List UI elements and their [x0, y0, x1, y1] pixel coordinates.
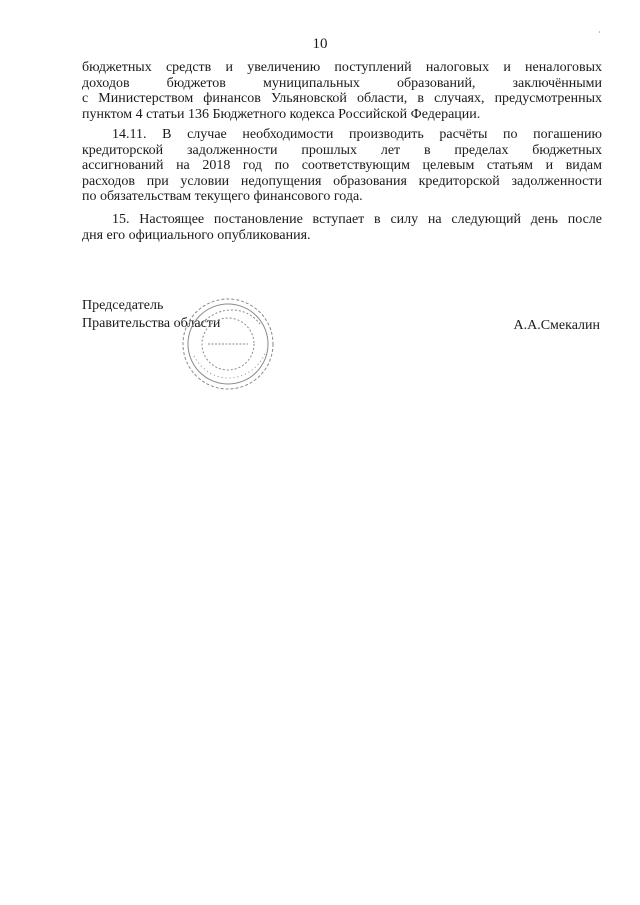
- text-line: 14.11. В случае необходимости производить расчёты по погашению: [112, 127, 602, 142]
- text-line: дня его официального опубликования.: [82, 227, 311, 243]
- paragraph-14-11: [82, 127, 602, 205]
- signature-name: А.А.Смекалин: [513, 318, 600, 333]
- signature-title-line2: Правительства области: [82, 316, 221, 331]
- corner-mark: ·: [598, 28, 601, 37]
- paragraph-15: [82, 212, 602, 243]
- text-line: расходов при условии недопущения образования кредиторской задолженности: [82, 173, 602, 189]
- signature-title-line1: Председатель: [82, 298, 164, 313]
- text-line: по обязательствам текущего финансового года.: [82, 189, 363, 205]
- text-line: кредиторской задолженности прошлых лет в пределах бюджетных: [82, 142, 602, 158]
- text-line: с Министерством финансов Ульяновской области, в случаях, предусмотренных: [82, 91, 602, 107]
- round-seal-stamp-icon: [180, 296, 276, 392]
- text-line: пунктом 4 статьи 136 Бюджетного кодекса Российской Федерации.: [82, 106, 481, 122]
- text-line: бюджетных средств и увеличению поступлений налоговых и неналоговых: [82, 60, 602, 75]
- paragraph-continuation: [82, 60, 602, 122]
- text-line: ассигнований на 2018 год по соответствующим целевым статьям и видам: [82, 158, 602, 174]
- text-line: доходов бюджетов муниципальных образований, заключёнными: [82, 75, 602, 91]
- text-line: 15. Настоящее постановление вступает в силу на следующий день после: [112, 212, 602, 227]
- page-number: 10: [312, 36, 328, 52]
